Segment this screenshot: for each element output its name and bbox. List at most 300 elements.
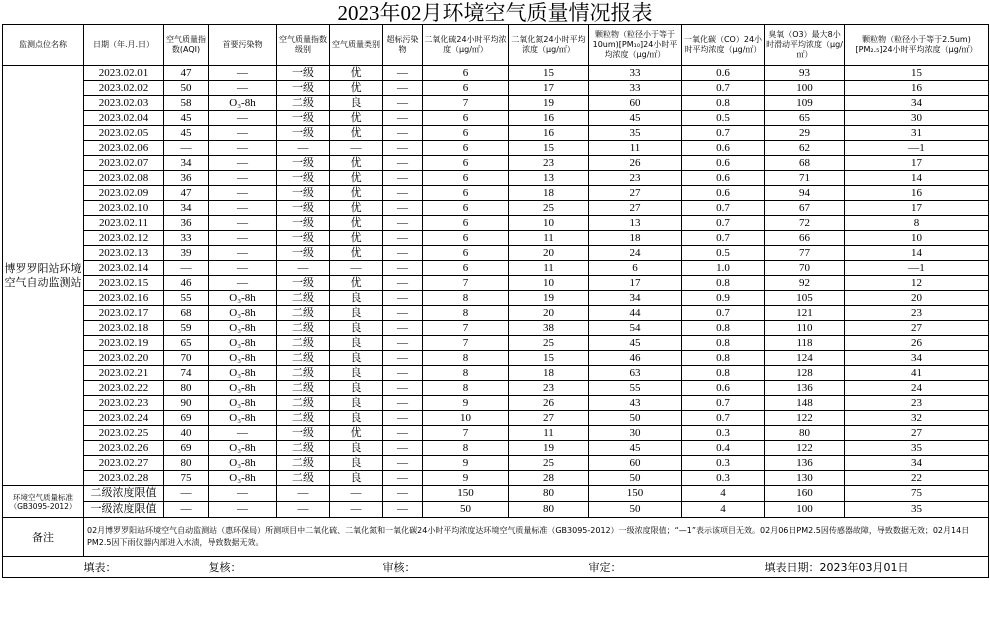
- cell-co: 0.9: [682, 291, 765, 306]
- cell-co: 0.4: [682, 441, 765, 456]
- cell-no2: 11: [509, 231, 589, 246]
- cell-so2: 9: [423, 396, 509, 411]
- standard-no2: 80: [509, 502, 589, 518]
- cell-no2: 25: [509, 336, 589, 351]
- cell-date: 2023.02.07: [84, 156, 164, 171]
- cell-category: 优: [330, 171, 383, 186]
- cell-aqi: 58: [164, 96, 209, 111]
- header-pm25: 颗粒物（粒径小于等于2.5um)[PM₂.₅]24小时平均浓度（μg/㎡）: [845, 25, 989, 66]
- cell-category: 优: [330, 276, 383, 291]
- cell-level: 一级: [277, 216, 330, 231]
- cell-pm25: 17: [845, 201, 989, 216]
- cell-aqi: 45: [164, 126, 209, 141]
- cell-no2: 11: [509, 261, 589, 276]
- footer-spacer: [3, 557, 84, 578]
- cell-exceed: —: [383, 321, 423, 336]
- filler-label: 填表：: [84, 557, 209, 578]
- cell-date: 2023.02.23: [84, 396, 164, 411]
- cell-pm10: 33: [589, 81, 682, 96]
- header-so2: 二氧化硫24小时平均浓度（μg/㎡）: [423, 25, 509, 66]
- cell-so2: 6: [423, 141, 509, 156]
- cell-pm10: 45: [589, 441, 682, 456]
- cell-o3: 70: [765, 261, 845, 276]
- cell-pm10: 33: [589, 66, 682, 81]
- standard-exceed: —: [383, 502, 423, 518]
- table-row: [3, 456, 989, 471]
- cell-pollutant: O₃-8h: [209, 351, 277, 366]
- cell-co: 0.7: [682, 126, 765, 141]
- cell-no2: 23: [509, 156, 589, 171]
- cell-pm25: 26: [845, 336, 989, 351]
- cell-date: 2023.02.08: [84, 171, 164, 186]
- cell-level: 二级: [277, 336, 330, 351]
- standard-co: 4: [682, 486, 765, 502]
- signature-row: [3, 557, 989, 578]
- cell-no2: 38: [509, 321, 589, 336]
- cell-pollutant: O₃-8h: [209, 366, 277, 381]
- cell-o3: 65: [765, 111, 845, 126]
- cell-pollutant: —: [209, 216, 277, 231]
- header-pollutant: 首要污染物: [209, 25, 277, 66]
- remark-row: [3, 518, 989, 557]
- cell-no2: 27: [509, 411, 589, 426]
- cell-level: —: [277, 261, 330, 276]
- standard-aqi: —: [164, 486, 209, 502]
- cell-level: 二级: [277, 96, 330, 111]
- cell-co: 0.7: [682, 306, 765, 321]
- cell-pm10: 27: [589, 186, 682, 201]
- standard-aqi: —: [164, 502, 209, 518]
- cell-level: 二级: [277, 351, 330, 366]
- cell-no2: 18: [509, 366, 589, 381]
- cell-pm25: —1: [845, 261, 989, 276]
- cell-co: 0.7: [682, 81, 765, 96]
- cell-exceed: —: [383, 126, 423, 141]
- header-aqi-category: 空气质量类别: [330, 25, 383, 66]
- cell-so2: 6: [423, 126, 509, 141]
- cell-aqi: 59: [164, 321, 209, 336]
- cell-so2: 8: [423, 366, 509, 381]
- cell-pm25: 14: [845, 171, 989, 186]
- cell-exceed: —: [383, 456, 423, 471]
- cell-aqi: 65: [164, 336, 209, 351]
- cell-pm10: 54: [589, 321, 682, 336]
- cell-o3: 71: [765, 171, 845, 186]
- cell-co: 0.6: [682, 66, 765, 81]
- cell-pm25: 12: [845, 276, 989, 291]
- cell-level: —: [277, 141, 330, 156]
- cell-level: 二级: [277, 306, 330, 321]
- table-row: [3, 216, 989, 231]
- cell-pollutant: —: [209, 81, 277, 96]
- table-row: [3, 66, 989, 81]
- cell-co: 0.8: [682, 351, 765, 366]
- cell-co: 0.5: [682, 246, 765, 261]
- standard-level: —: [277, 486, 330, 502]
- cell-no2: 13: [509, 171, 589, 186]
- cell-o3: 128: [765, 366, 845, 381]
- cell-level: 二级: [277, 366, 330, 381]
- standard-pm25: 35: [845, 502, 989, 518]
- cell-o3: 136: [765, 456, 845, 471]
- cell-no2: 15: [509, 141, 589, 156]
- cell-aqi: 69: [164, 441, 209, 456]
- cell-so2: 8: [423, 441, 509, 456]
- cell-pm25: 15: [845, 66, 989, 81]
- cell-pollutant: O₃-8h: [209, 396, 277, 411]
- cell-so2: 6: [423, 216, 509, 231]
- cell-exceed: —: [383, 411, 423, 426]
- cell-category: 良: [330, 96, 383, 111]
- cell-date: 2023.02.20: [84, 351, 164, 366]
- cell-no2: 25: [509, 201, 589, 216]
- cell-exceed: —: [383, 231, 423, 246]
- cell-co: 0.7: [682, 231, 765, 246]
- cell-aqi: 80: [164, 381, 209, 396]
- cell-no2: 15: [509, 66, 589, 81]
- cell-so2: 6: [423, 66, 509, 81]
- table-row: [3, 201, 989, 216]
- cell-so2: 6: [423, 171, 509, 186]
- cell-date: 2023.02.25: [84, 426, 164, 441]
- table-row: [3, 111, 989, 126]
- cell-pm10: 55: [589, 381, 682, 396]
- cell-so2: 6: [423, 111, 509, 126]
- cell-so2: 6: [423, 231, 509, 246]
- cell-no2: 26: [509, 396, 589, 411]
- cell-co: 0.6: [682, 186, 765, 201]
- cell-co: 0.7: [682, 216, 765, 231]
- cell-category: 优: [330, 66, 383, 81]
- cell-o3: 110: [765, 321, 845, 336]
- cell-exceed: —: [383, 336, 423, 351]
- cell-pm25: 16: [845, 81, 989, 96]
- cell-date: 2023.02.02: [84, 81, 164, 96]
- cell-pm10: 11: [589, 141, 682, 156]
- cell-pm25: 10: [845, 231, 989, 246]
- cell-aqi: 36: [164, 216, 209, 231]
- cell-pm10: 44: [589, 306, 682, 321]
- cell-category: 优: [330, 126, 383, 141]
- cell-pm25: 17: [845, 156, 989, 171]
- cell-level: 二级: [277, 381, 330, 396]
- cell-pollutant: O₃-8h: [209, 411, 277, 426]
- cell-so2: 7: [423, 321, 509, 336]
- cell-pm25: 22: [845, 471, 989, 486]
- cell-pollutant: O₃-8h: [209, 471, 277, 486]
- header-no2: 二氧化氮24小时平均浓度（μg/㎡）: [509, 25, 589, 66]
- cell-category: 良: [330, 456, 383, 471]
- cell-category: 优: [330, 186, 383, 201]
- cell-pm10: 34: [589, 291, 682, 306]
- cell-co: 0.6: [682, 171, 765, 186]
- cell-pm10: 50: [589, 411, 682, 426]
- table-row: [3, 396, 989, 411]
- standard-level: —: [277, 502, 330, 518]
- cell-pollutant: —: [209, 66, 277, 81]
- cell-category: 优: [330, 201, 383, 216]
- cell-exceed: —: [383, 156, 423, 171]
- table-row: [3, 246, 989, 261]
- cell-no2: 10: [509, 276, 589, 291]
- cell-so2: 6: [423, 261, 509, 276]
- cell-date: 2023.02.22: [84, 381, 164, 396]
- cell-o3: 29: [765, 126, 845, 141]
- cell-aqi: 70: [164, 351, 209, 366]
- standard-limit-label: 一级浓度限值: [84, 502, 164, 518]
- cell-pollutant: —: [209, 171, 277, 186]
- cell-exceed: —: [383, 96, 423, 111]
- cell-category: 良: [330, 381, 383, 396]
- cell-date: 2023.02.18: [84, 321, 164, 336]
- table-row: [3, 321, 989, 336]
- cell-pm25: 23: [845, 396, 989, 411]
- cell-date: 2023.02.10: [84, 201, 164, 216]
- cell-aqi: 80: [164, 456, 209, 471]
- cell-co: 0.5: [682, 111, 765, 126]
- table-row: [3, 411, 989, 426]
- cell-exceed: —: [383, 396, 423, 411]
- cell-co: 0.3: [682, 456, 765, 471]
- table-row: [3, 96, 989, 111]
- cell-category: —: [330, 261, 383, 276]
- cell-so2: 6: [423, 186, 509, 201]
- cell-o3: 136: [765, 381, 845, 396]
- cell-o3: 100: [765, 81, 845, 96]
- cell-co: 0.6: [682, 381, 765, 396]
- cell-exceed: —: [383, 171, 423, 186]
- cell-category: 良: [330, 441, 383, 456]
- cell-level: 一级: [277, 186, 330, 201]
- cell-category: 良: [330, 306, 383, 321]
- cell-pm10: 18: [589, 231, 682, 246]
- cell-pm10: 50: [589, 471, 682, 486]
- table-row: [3, 441, 989, 456]
- cell-o3: 68: [765, 156, 845, 171]
- cell-exceed: —: [383, 351, 423, 366]
- cell-category: 优: [330, 81, 383, 96]
- cell-date: 2023.02.09: [84, 186, 164, 201]
- cell-o3: 92: [765, 276, 845, 291]
- cell-level: 二级: [277, 396, 330, 411]
- standard-so2: 150: [423, 486, 509, 502]
- cell-co: 0.8: [682, 336, 765, 351]
- table-row: [3, 351, 989, 366]
- cell-date: 2023.02.13: [84, 246, 164, 261]
- cell-exceed: —: [383, 441, 423, 456]
- cell-aqi: 33: [164, 231, 209, 246]
- cell-pollutant: —: [209, 231, 277, 246]
- cell-category: 良: [330, 411, 383, 426]
- cell-aqi: 40: [164, 426, 209, 441]
- standard-co: 4: [682, 502, 765, 518]
- table-row: [3, 171, 989, 186]
- cell-date: 2023.02.04: [84, 111, 164, 126]
- cell-date: 2023.02.05: [84, 126, 164, 141]
- cell-level: 一级: [277, 201, 330, 216]
- air-quality-table: [2, 24, 989, 578]
- cell-pm10: 6: [589, 261, 682, 276]
- standard-label-cell: 环境空气质量标准（GB3095-2012）: [3, 486, 84, 518]
- cell-category: 优: [330, 156, 383, 171]
- cell-aqi: —: [164, 141, 209, 156]
- cell-category: 优: [330, 216, 383, 231]
- cell-o3: 148: [765, 396, 845, 411]
- cell-pm25: 30: [845, 111, 989, 126]
- cell-date: 2023.02.15: [84, 276, 164, 291]
- table-row: [3, 381, 989, 396]
- cell-date: 2023.02.01: [84, 66, 164, 81]
- cell-date: 2023.02.28: [84, 471, 164, 486]
- cell-so2: 6: [423, 156, 509, 171]
- cell-so2: 8: [423, 351, 509, 366]
- approver-label: 审定：: [589, 557, 765, 578]
- cell-exceed: —: [383, 201, 423, 216]
- cell-pollutant: —: [209, 246, 277, 261]
- cell-so2: 7: [423, 276, 509, 291]
- cell-pm25: 41: [845, 366, 989, 381]
- cell-so2: 10: [423, 411, 509, 426]
- cell-pm10: 45: [589, 111, 682, 126]
- cell-no2: 16: [509, 126, 589, 141]
- cell-co: 0.7: [682, 201, 765, 216]
- cell-pm10: 23: [589, 171, 682, 186]
- cell-exceed: —: [383, 81, 423, 96]
- cell-aqi: 39: [164, 246, 209, 261]
- cell-level: 一级: [277, 246, 330, 261]
- header-aqi-level: 空气质量指数级别: [277, 25, 330, 66]
- header-station: 监测点位名称: [3, 25, 84, 66]
- standard-so2: 50: [423, 502, 509, 518]
- cell-pollutant: —: [209, 261, 277, 276]
- standard-category: —: [330, 486, 383, 502]
- cell-aqi: 36: [164, 171, 209, 186]
- cell-level: 一级: [277, 81, 330, 96]
- cell-so2: 8: [423, 291, 509, 306]
- cell-pollutant: —: [209, 426, 277, 441]
- cell-o3: 124: [765, 351, 845, 366]
- cell-so2: 9: [423, 471, 509, 486]
- standard-pm10: 50: [589, 502, 682, 518]
- cell-date: 2023.02.06: [84, 141, 164, 156]
- cell-o3: 121: [765, 306, 845, 321]
- standard-o3: 160: [765, 486, 845, 502]
- cell-category: 良: [330, 336, 383, 351]
- cell-aqi: 47: [164, 66, 209, 81]
- table-row: [3, 306, 989, 321]
- cell-exceed: —: [383, 291, 423, 306]
- cell-exceed: —: [383, 306, 423, 321]
- cell-pollutant: —: [209, 111, 277, 126]
- cell-aqi: —: [164, 261, 209, 276]
- cell-aqi: 74: [164, 366, 209, 381]
- cell-pm25: 34: [845, 351, 989, 366]
- cell-so2: 7: [423, 336, 509, 351]
- cell-no2: 19: [509, 96, 589, 111]
- cell-level: 一级: [277, 156, 330, 171]
- table-row: [3, 261, 989, 276]
- cell-date: 2023.02.11: [84, 216, 164, 231]
- cell-no2: 19: [509, 441, 589, 456]
- fill-date-label: 填表日期：2023年03月01日: [765, 557, 989, 578]
- cell-date: 2023.02.21: [84, 366, 164, 381]
- table-row: [3, 186, 989, 201]
- cell-date: 2023.02.16: [84, 291, 164, 306]
- table-row: [3, 156, 989, 171]
- cell-level: 一级: [277, 126, 330, 141]
- cell-category: 良: [330, 321, 383, 336]
- cell-no2: 11: [509, 426, 589, 441]
- cell-pollutant: O₃-8h: [209, 441, 277, 456]
- cell-pm25: 34: [845, 456, 989, 471]
- cell-date: 2023.02.19: [84, 336, 164, 351]
- cell-exceed: —: [383, 471, 423, 486]
- cell-o3: 72: [765, 216, 845, 231]
- header-date: 日期（年.月.日）: [84, 25, 164, 66]
- table-row: [3, 141, 989, 156]
- cell-aqi: 69: [164, 411, 209, 426]
- report-title: 2023年02月环境空气质量情况报表: [337, 1, 653, 25]
- cell-o3: 122: [765, 411, 845, 426]
- remark-text: 02月博罗罗阳站环境空气自动监测站（惠环保局）所测项目中二氧化硫、二氧化氮和一氧化碳24小时平均浓度达环境空气质量标准（GB3095-2012）一级浓度限值；“—1”表示该项目无效。02月06日PM2.5因传感器故障，导致数据无效；02月14日PM2.5因下雨仪器内部进入水渍，导致数据无效。: [84, 518, 989, 557]
- cell-level: 二级: [277, 411, 330, 426]
- table-row: [3, 276, 989, 291]
- cell-no2: 18: [509, 186, 589, 201]
- cell-pm10: 60: [589, 456, 682, 471]
- table-row: [3, 366, 989, 381]
- cell-level: 二级: [277, 321, 330, 336]
- standard-row: [3, 486, 989, 502]
- cell-category: 良: [330, 471, 383, 486]
- cell-o3: 66: [765, 231, 845, 246]
- cell-exceed: —: [383, 216, 423, 231]
- cell-aqi: 75: [164, 471, 209, 486]
- cell-pm25: 24: [845, 381, 989, 396]
- cell-pm10: 13: [589, 216, 682, 231]
- standard-row: [3, 502, 989, 518]
- cell-pollutant: O₃-8h: [209, 306, 277, 321]
- header-row: [3, 25, 989, 66]
- table-row: [3, 471, 989, 486]
- cell-exceed: —: [383, 111, 423, 126]
- cell-exceed: —: [383, 426, 423, 441]
- cell-o3: 67: [765, 201, 845, 216]
- cell-aqi: 45: [164, 111, 209, 126]
- cell-exceed: —: [383, 381, 423, 396]
- cell-o3: 94: [765, 186, 845, 201]
- cell-pm10: 27: [589, 201, 682, 216]
- standard-o3: 100: [765, 502, 845, 518]
- cell-category: 优: [330, 231, 383, 246]
- cell-so2: 8: [423, 381, 509, 396]
- cell-pm10: 24: [589, 246, 682, 261]
- cell-no2: 19: [509, 291, 589, 306]
- cell-so2: 8: [423, 306, 509, 321]
- cell-pollutant: —: [209, 156, 277, 171]
- cell-aqi: 68: [164, 306, 209, 321]
- cell-aqi: 90: [164, 396, 209, 411]
- cell-pm10: 46: [589, 351, 682, 366]
- cell-pm25: 8: [845, 216, 989, 231]
- cell-pm25: 20: [845, 291, 989, 306]
- standard-pm25: 75: [845, 486, 989, 502]
- cell-so2: 6: [423, 201, 509, 216]
- cell-exceed: —: [383, 261, 423, 276]
- cell-category: 良: [330, 366, 383, 381]
- cell-exceed: —: [383, 366, 423, 381]
- cell-pollutant: O₃-8h: [209, 96, 277, 111]
- cell-level: 一级: [277, 426, 330, 441]
